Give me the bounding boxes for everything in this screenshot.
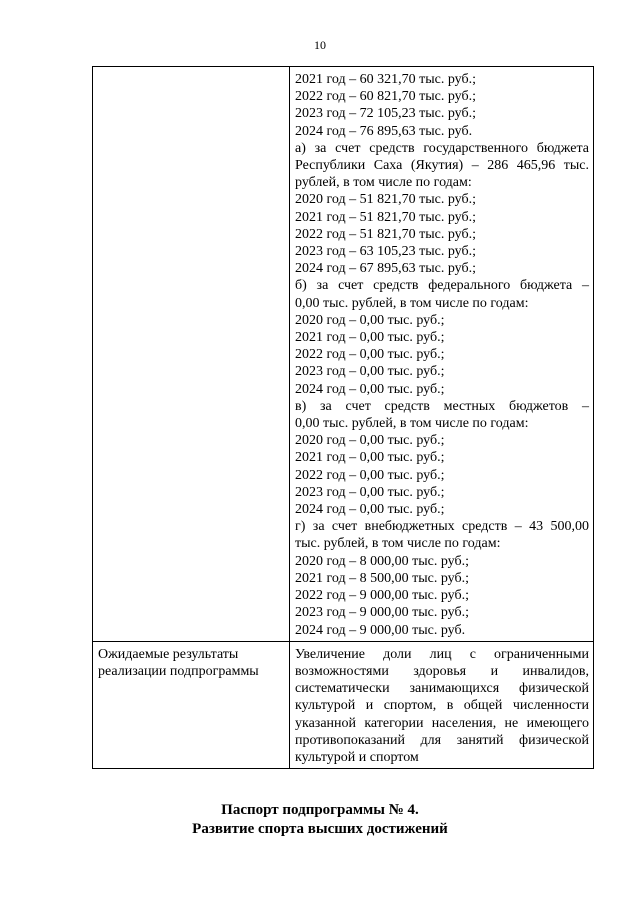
year-line: 2021 год – 51 821,70 тыс. руб.; [295, 209, 476, 225]
year-line: 2022 год – 9 000,00 тыс. руб.; [295, 588, 469, 604]
year-line: 2023 год – 9 000,00 тыс. руб.; [295, 605, 469, 621]
subprogram-passport-table [92, 66, 594, 769]
page-number: 10 [314, 38, 326, 52]
year-line: 2023 год – 72 105,23 тыс. руб.; [295, 106, 476, 122]
results-text-line: возможностями здоровья и инвалидов, [295, 663, 589, 679]
year-line: 2021 год – 60 321,70 тыс. руб.; [295, 72, 476, 87]
year-line: 2022 год – 51 821,70 тыс. руб.; [295, 226, 476, 242]
year-line: 2024 год – 0,00 тыс. руб.; [295, 381, 445, 397]
results-text-line: систематически занимающихся физической [295, 681, 589, 697]
funding-row [93, 67, 594, 642]
section-heading-line: 0,00 тыс. рублей, в том числе по годам: [295, 416, 529, 432]
section-heading-line: рублей, в том числе по годам: [295, 175, 472, 191]
section-heading-line: тыс. рублей, в том числе по годам: [295, 536, 501, 552]
funding-section-federal-budget [295, 277, 589, 397]
funding-section-extrabudgetary [295, 518, 589, 638]
results-text-line: указанной категории населения, не имеющего [295, 715, 589, 731]
year-line: 2024 год – 67 895,63 тыс. руб.; [295, 261, 476, 277]
year-line: 2021 год – 0,00 тыс. руб.; [295, 450, 445, 466]
year-line: 2021 год – 8 500,00 тыс. руб.; [295, 570, 469, 586]
results-text-line: культурой и спортом [295, 749, 419, 765]
results-text-line: Увеличение доли лиц с ограниченными [295, 646, 589, 662]
year-line: 2024 год – 0,00 тыс. руб.; [295, 502, 445, 518]
year-line: 2020 год – 0,00 тыс. руб.; [295, 312, 445, 328]
year-line: 2020 год – 0,00 тыс. руб.; [295, 433, 445, 449]
funding-section-regional-budget [295, 140, 589, 278]
year-line: 2023 год – 63 105,23 тыс. руб.; [295, 244, 476, 260]
funding-content-cell [290, 67, 594, 642]
results-text-line: противопоказаний для занятий физической [295, 732, 589, 748]
funding-section-local-budgets [295, 398, 589, 518]
section-heading-line: в) за счет средств местных бюджетов – [295, 398, 589, 414]
year-line: 2020 год – 8 000,00 тыс. руб.; [295, 553, 469, 569]
section-heading-line: 0,00 тыс. рублей, в том числе по годам: [295, 295, 529, 311]
year-line: 2024 год – 76 895,63 тыс. руб. [295, 123, 473, 139]
expected-results-text [290, 641, 594, 768]
section-heading-line: Республики Саха (Якутия) – 286 465,96 тыс. [295, 158, 589, 174]
year-line: 2022 год – 60 821,70 тыс. руб.; [295, 89, 476, 105]
section-heading-line: а) за счет средств государственного бюджета [295, 140, 589, 156]
year-line: 2022 год – 0,00 тыс. руб.; [295, 347, 445, 363]
results-text-line: культурой и спортом, в общей численности [295, 698, 589, 714]
intro-year-lines [295, 71, 589, 140]
funding-label-cell [93, 67, 290, 642]
year-line: 2020 год – 51 821,70 тыс. руб.; [295, 192, 476, 208]
year-line: 2023 год – 0,00 тыс. руб.; [295, 484, 445, 500]
year-line: 2024 год – 9 000,00 тыс. руб. [295, 622, 466, 638]
next-section-title: Паспорт подпрограммы № 4. [221, 802, 419, 818]
expected-results-row [93, 641, 594, 768]
next-section-subtitle: Развитие спорта высших достижений [192, 821, 448, 837]
year-line: 2022 год – 0,00 тыс. руб.; [295, 467, 445, 483]
year-line: 2021 год – 0,00 тыс. руб.; [295, 330, 445, 346]
section-heading-line: б) за счет средств федерального бюджета – [295, 278, 589, 294]
year-line: 2023 год – 0,00 тыс. руб.; [295, 364, 445, 380]
expected-results-label: Ожидаемые результаты реализации подпрограммы [93, 641, 290, 768]
section-heading-line: г) за счет внебюджетных средств – 43 500,00 [295, 519, 589, 535]
